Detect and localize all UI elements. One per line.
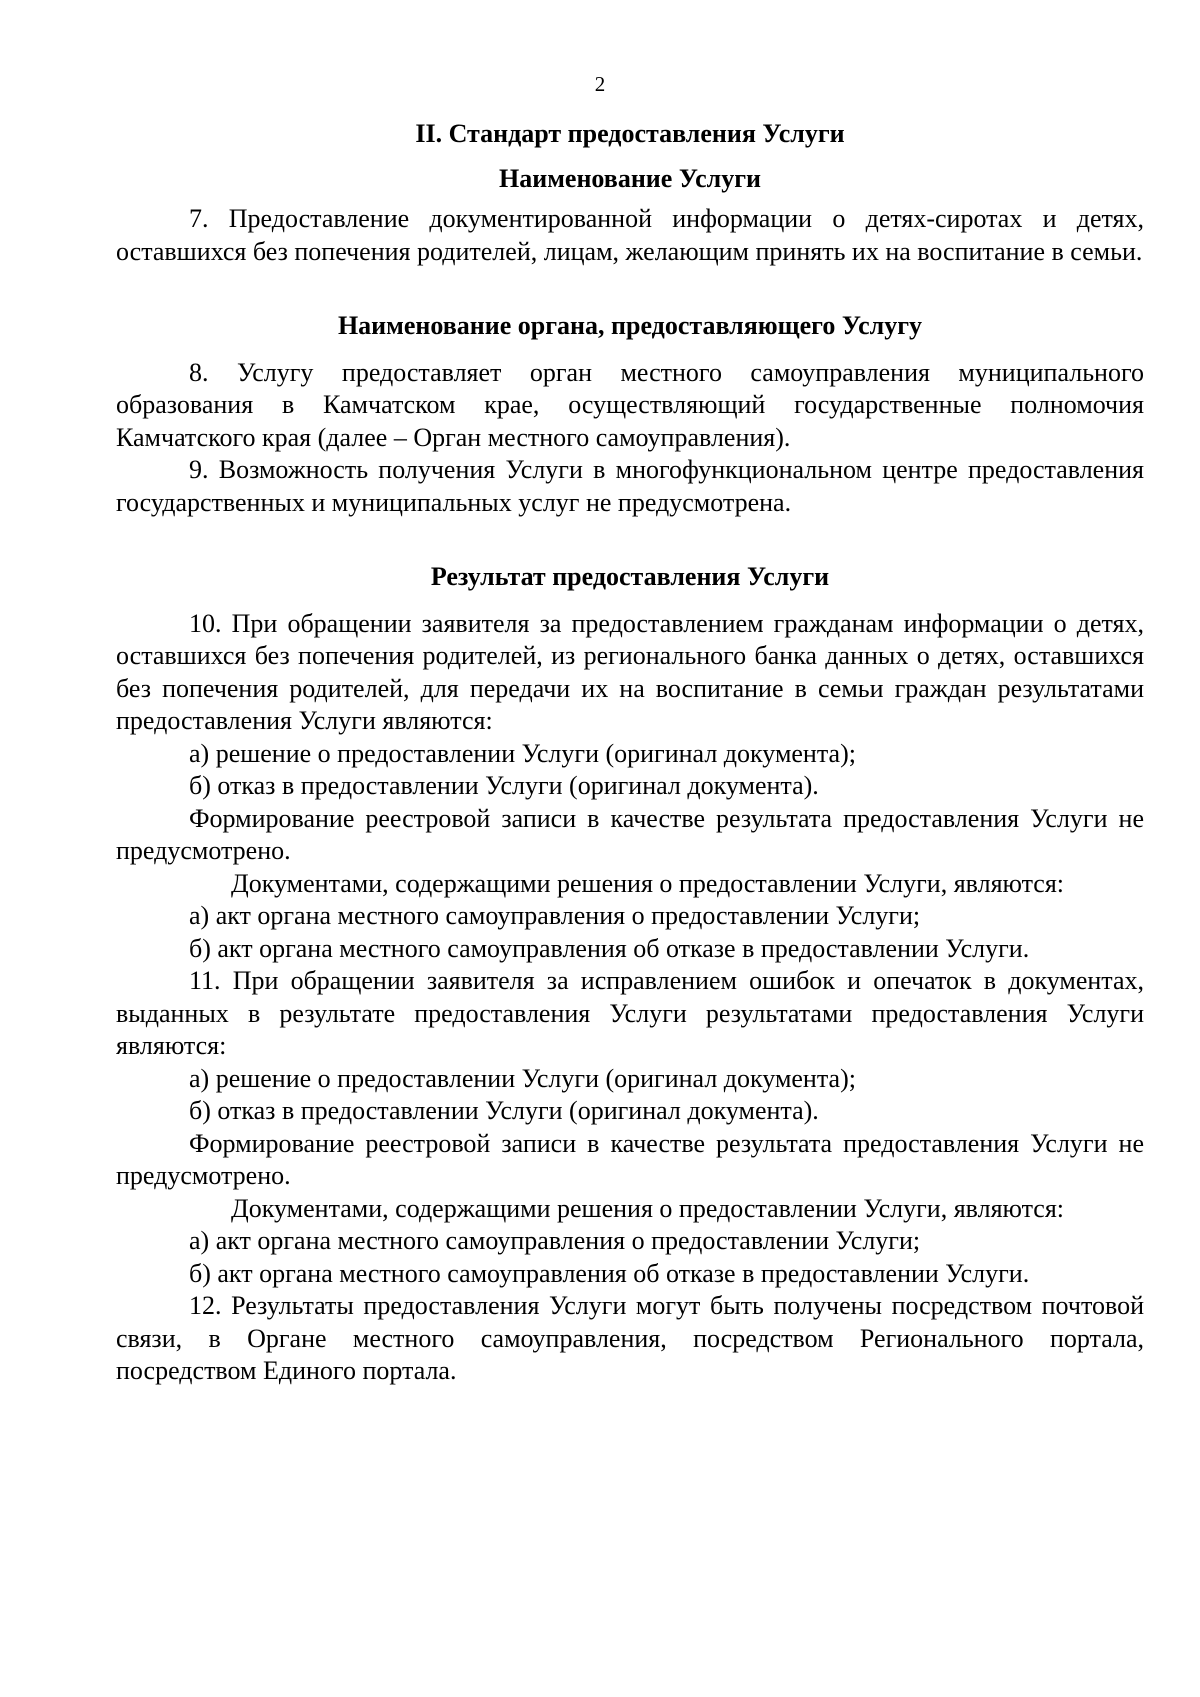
paragraph-10-documents-item-b: б) акт органа местного самоуправления об отказе в предоставлении Услуги. (189, 933, 1030, 963)
section-title: II. Стандарт предоставления Услуги (415, 119, 845, 148)
paragraph-7: 7. Предоставление документированной информации о детях-сиротах и детях, оставшихся без попечения родителей, лицам, желающим принять их на воспитание в семьи. (116, 204, 1144, 266)
paragraph-11-documents: Документами, содержащими решения о предоставлении Услуги, являются: (231, 1193, 1065, 1223)
heading-service-name: Наименование Услуги (498, 163, 762, 193)
paragraph-10-item-a: а) решение о предоставлении Услуги (оригинал документа); (189, 738, 856, 768)
paragraph-8: 8. Услугу предоставляет орган местного самоуправления муниципального образования в Камчатском крае, осуществляющий государственные полномочия Камчатского края (далее – Орган местного самоуправления). (116, 357, 1144, 452)
paragraph-10-item-b: б) отказ в предоставлении Услуги (оригинал документа). (189, 771, 819, 800)
heading-result: Результат предоставления Услуги (430, 562, 830, 591)
paragraph-10-documents: Документами, содержащими решения о предоставлении Услуги, являются: (231, 868, 1065, 898)
paragraph-11-documents-item-a: а) акт органа местного самоуправления о предоставлении Услуги; (189, 1226, 921, 1255)
paragraph-10-registry: Формирование реестровой записи в качестве результата предоставления Услуги не предусмотрено. (116, 803, 1144, 865)
paragraph-11-item-b: б) отказ в предоставлении Услуги (оригинал документа). (189, 1096, 819, 1125)
paragraph-12: 12. Результаты предоставления Услуги могут быть получены посредством почтовой связи, в Органе местного самоуправления, посредством Регионального портала, посредством Единого портала. (116, 1291, 1144, 1385)
page-number: 2 (594, 72, 606, 96)
paragraph-10-documents-item-a: а) акт органа местного самоуправления о предоставлении Услуги; (189, 901, 921, 930)
paragraph-10: 10. При обращении заявителя за предоставлением гражданам информации о детях, оставшихся без попечения родителей, из регионального банка данных о детях, оставшихся без попечения родителей, для передачи их на воспитание в семьи граждан результатами предоставления Услуги являются: (116, 608, 1144, 735)
paragraph-11-registry: Формирование реестровой записи в качестве результата предоставления Услуги не предусмотрено. (116, 1128, 1144, 1190)
paragraph-11: 11. При обращении заявителя за исправлением ошибок и опечаток в документах, выданных в результате предоставления Услуги результатами предоставления Услуги являются: (116, 966, 1144, 1060)
paragraph-11-item-a: а) решение о предоставлении Услуги (оригинал документа); (189, 1063, 856, 1093)
heading-provider-name: Наименование органа, предоставляющего Услугу (337, 311, 923, 340)
paragraph-9: 9. Возможность получения Услуги в многофункциональном центре предоставления государственных и муниципальных услуг не предусмотрена. (116, 455, 1144, 517)
paragraph-11-documents-item-b: б) акт органа местного самоуправления об отказе в предоставлении Услуги. (189, 1258, 1030, 1288)
document-body (116, 118, 1144, 1388)
